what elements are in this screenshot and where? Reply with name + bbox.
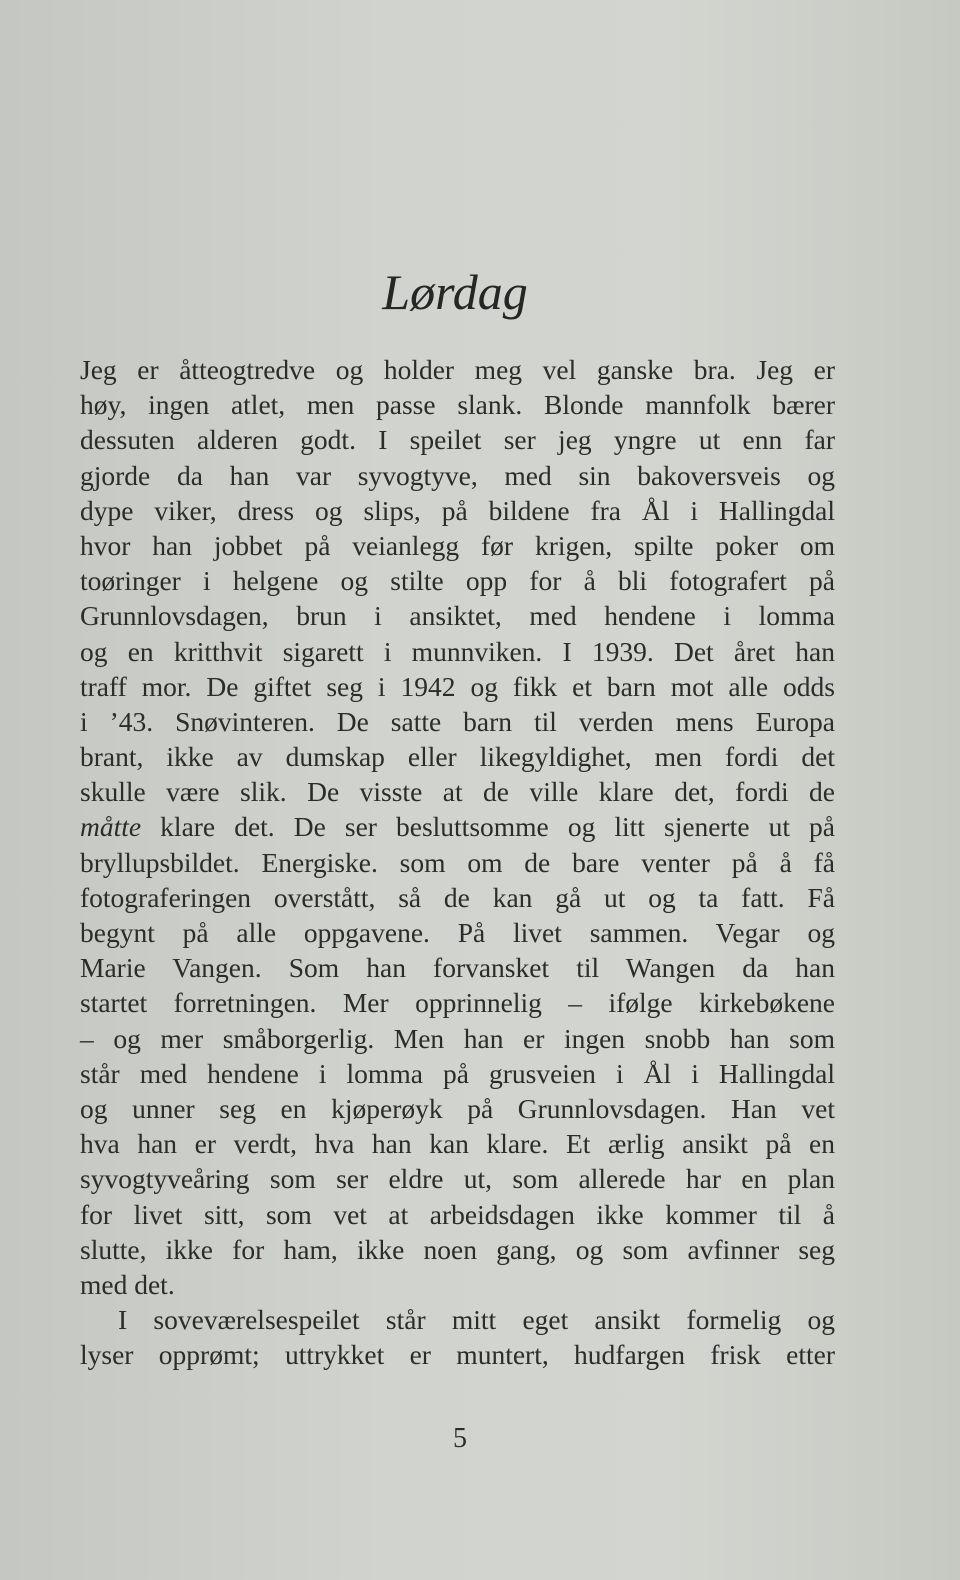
text-line: med det.: [80, 1268, 175, 1300]
text-line: og en kritthvit sigarett i munnviken. I 1939. Det året han: [80, 635, 835, 667]
text-line: I soveværelsespeilet står mitt eget ansikt formelig og: [118, 1304, 835, 1336]
text-line: slutte, ikke for ham, ikke noen gang, og som avfinner seg: [80, 1233, 835, 1265]
text-line: hvor han jobbet på veianlegg før krigen, spilte poker om: [80, 529, 835, 561]
text-line: hva han er verdt, hva han kan klare. Et ærlig ansikt på en: [80, 1128, 835, 1160]
text-line: i ’43. Snøvinteren. De satte barn til verden mens Europa: [80, 705, 835, 737]
text-line: toøringer i helgene og stilte opp for å bli fotografert på: [80, 565, 835, 597]
text-line: – og mer småborgerlig. Men han er ingen snobb han som: [80, 1022, 835, 1054]
text-line: står med hendene i lomma på grusveien i Ål i Hallingdal: [80, 1057, 835, 1089]
text-line: Jeg er åtteogtredve og holder meg vel ganske bra. Jeg er: [80, 354, 835, 385]
text-line: for livet sitt, som vet at arbeidsdagen ikke kommer til å: [80, 1198, 835, 1230]
text-line: lyser opprømt; uttrykket er muntert, hudfargen frisk etter: [80, 1339, 835, 1371]
text-line: bryllupsbildet. Energiske. som om de bare venter på å få: [80, 846, 835, 878]
text-line: traff mor. De giftet seg i 1942 og fikk et barn mot alle odds: [80, 670, 835, 702]
text-line: syvogtyveåring som ser eldre ut, som allerede har en plan: [80, 1163, 835, 1195]
body-text: [80, 352, 835, 1372]
text-line: skulle være slik. De visste at de ville klare det, fordi de: [80, 776, 835, 808]
text-line: fotograferingen overstått, så de kan gå ut og ta fatt. Få: [80, 881, 835, 913]
text-line: startet forretningen. Mer opprinnelig – ifølge kirkebøkene: [80, 987, 835, 1019]
page-number: 5: [453, 1423, 467, 1454]
emphasis-line-rest: klare det. De ser besluttsomme og litt sjenerte ut på: [141, 811, 835, 843]
text-line: dype viker, dress og slips, på bildene fra Ål i Hallingdal: [80, 494, 835, 526]
text-line: høy, ingen atlet, men passe slank. Blonde mannfolk bærer: [80, 389, 835, 421]
text-line-emphasis: [80, 809, 835, 844]
chapter-title: Lørdag: [382, 264, 528, 320]
text-line: og unner seg en kjøperøyk på Grunnlovsdagen. Han vet: [80, 1092, 835, 1124]
text-line: dessuten alderen godt. I speilet ser jeg yngre ut enn far: [80, 424, 835, 456]
text-line: begynt på alle oppgavene. På livet sammen. Vegar og: [80, 917, 835, 948]
text-line: gjorde da han var syvogtyve, med sin bakoversveis og: [80, 459, 835, 491]
text-line: brant, ikke av dumskap eller likegyldighet, men fordi det: [80, 741, 835, 773]
text-line: Marie Vangen. Som han forvansket til Wangen da han: [80, 952, 835, 984]
emphasized-word: måtte: [80, 811, 142, 843]
text-line: Grunnlovsdagen, brun i ansiktet, med hendene i lomma: [80, 600, 835, 632]
